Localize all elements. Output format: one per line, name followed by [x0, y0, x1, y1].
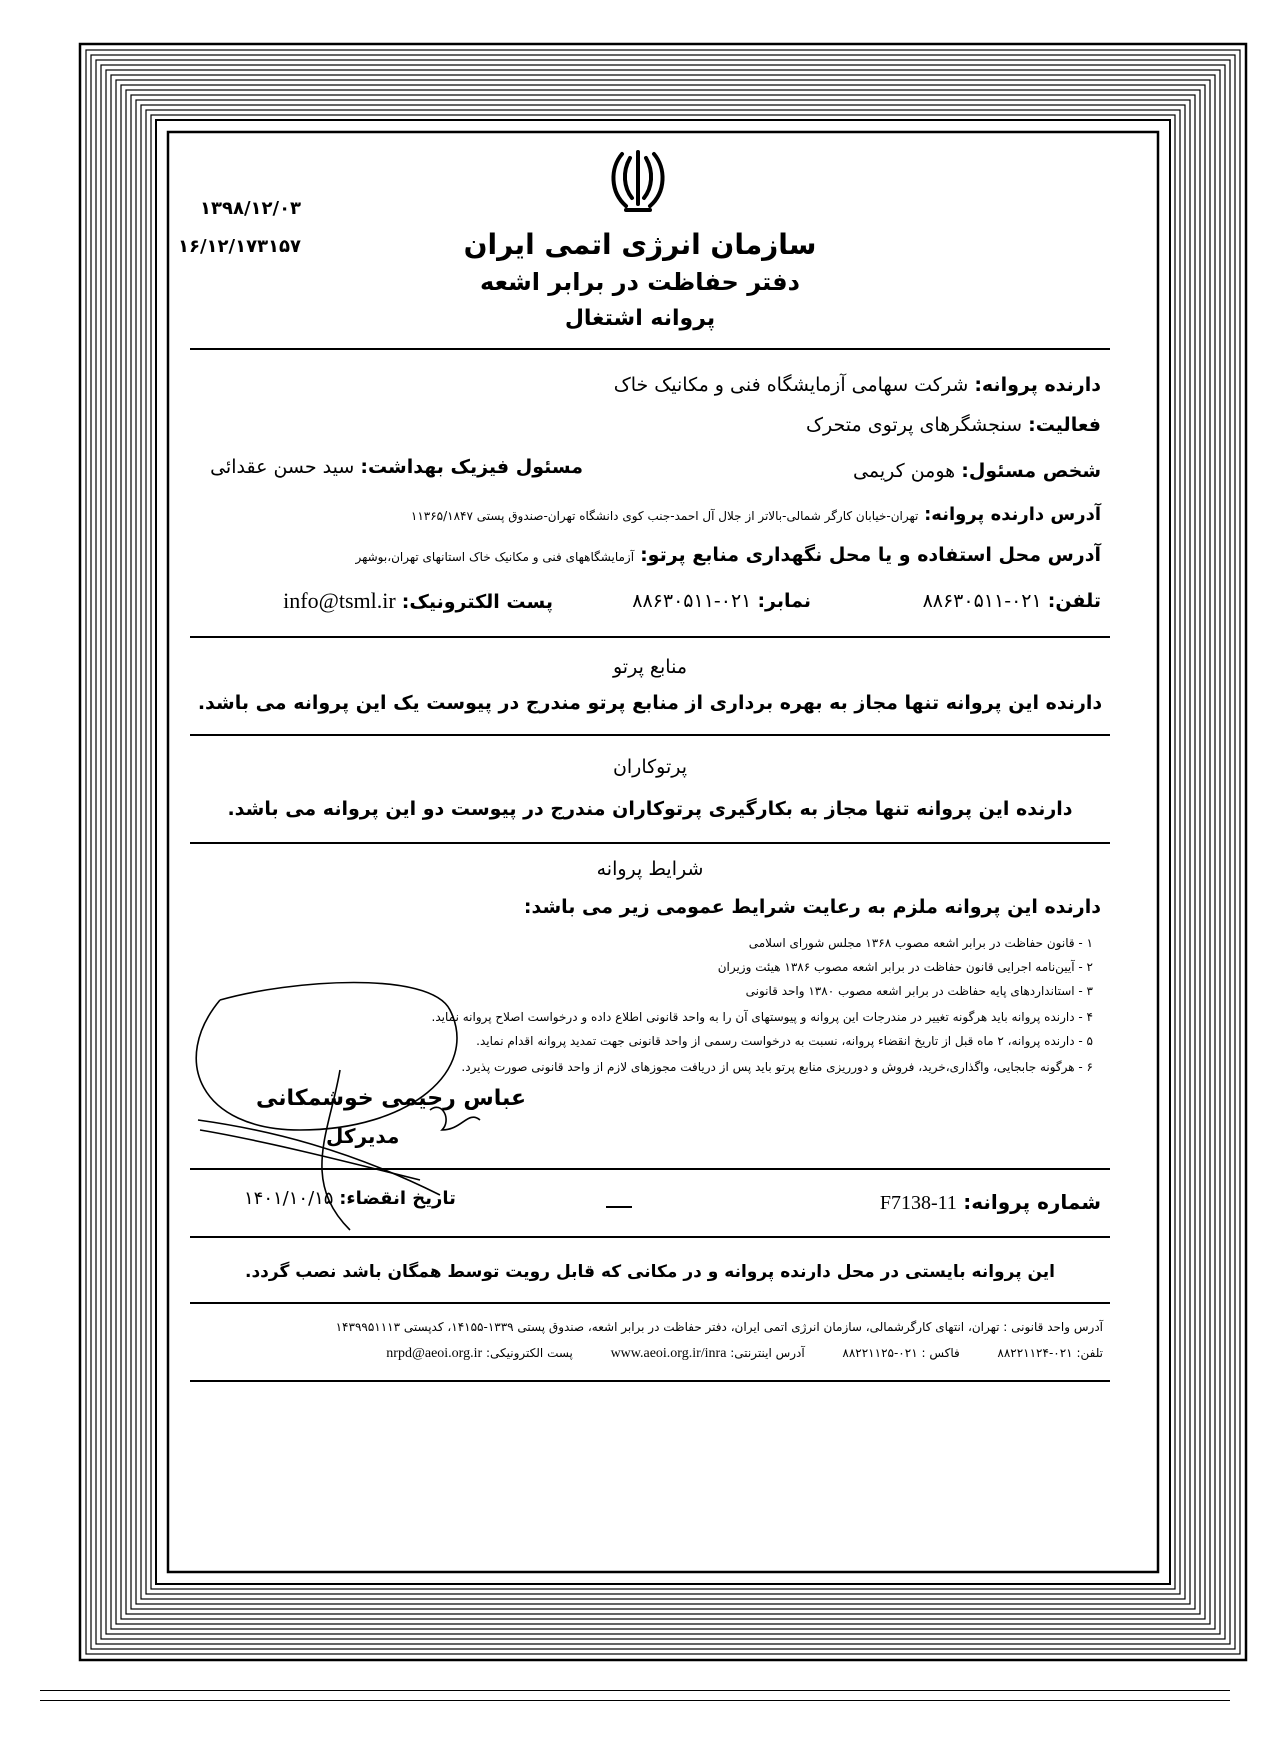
- dash-mark: [606, 1206, 632, 1208]
- footer-email: nrpd@aeoi.org.ir: [386, 1346, 483, 1361]
- display-notice: این پروانه بایستی در محل دارنده پروانه و در مکانی که قابل رویت توسط همگان باشد نصب گردد.: [244, 1262, 1056, 1282]
- physicist-label: مسئول فیزیک بهداشت:: [360, 456, 583, 478]
- activity-label: فعالیت:: [1028, 414, 1101, 436]
- fax-row: [632, 590, 811, 612]
- divider: [190, 1380, 1110, 1382]
- usage-address-label: آدرس محل استفاده و یا محل نگهداری منابع پرتو:: [640, 544, 1101, 566]
- condition-item: ۵ - دارنده پروانه، ۲ ماه قبل از تاریخ انقضاء پروانه، نسبت به درخواست رسمی از واحد قانونی جهت تمدید پروانه اقدام نماید.: [476, 1034, 1093, 1048]
- iran-emblem-icon: [608, 148, 668, 214]
- workers-text: دارنده این پروانه تنها مجاز به بکارگیری پرتوکاران مندرج در پیوست دو این پروانه می باشد.: [227, 798, 1073, 820]
- divider: [190, 1236, 1110, 1238]
- responsible-value: هومن کریمی: [853, 460, 956, 482]
- expiry-value: ۱۴۰۱/۱۰/۱۵: [244, 1188, 334, 1209]
- fax-value: ۰۲۱-۸۸۶۳۰۵۱۱: [632, 590, 752, 612]
- physicist-value: سید حسن عقدائی: [210, 456, 355, 478]
- holder-value: شرکت سهامی آزمایشگاه فنی و مکانیک خاک: [613, 374, 969, 396]
- condition-item: ۶ - هرگونه جابجایی، واگذاری،خرید، فروش و دورریزی منابع پرتو باید پس از دریافت مجوزهای لازم از واحد قانونی صورت پذیرد.: [461, 1060, 1093, 1074]
- license-number-label: شماره پروانه:: [963, 1190, 1101, 1214]
- holder-row: [614, 374, 1101, 396]
- email-label: پست الکترونیک:: [401, 591, 553, 613]
- footer-web: www.aeoi.org.ir/inra: [610, 1346, 727, 1361]
- scan-line: [40, 1700, 1230, 1701]
- email-row: [283, 588, 553, 614]
- divider: [190, 1302, 1110, 1304]
- condition-item: ۱ - قانون حفاظت در برابر اشعه مصوب ۱۳۶۸ مجلس شورای اسلامی: [748, 936, 1093, 950]
- scan-line: [40, 1690, 1230, 1691]
- holder-label: دارنده پروانه:: [974, 374, 1101, 396]
- phone-value: ۰۲۱-۸۸۶۳۰۵۱۱: [922, 590, 1042, 612]
- holder-address-value: تهران-خیابان کارگر شمالی-بالاتر از جلال آل احمد-جنب کوی دانشگاه تهران-صندوق پستی ۱۱۳۶۵/۱۸۴۷: [410, 509, 919, 523]
- divider: [190, 348, 1110, 350]
- activity-value: سنجشگرهای پرتوی متحرک: [806, 414, 1023, 436]
- responsible-label: شخص مسئول:: [961, 460, 1101, 482]
- condition-item: ۴ - دارنده پروانه باید هرگونه تغییر در مندرجات این پروانه و پیوستهای آن را به واحد قانونی اطلاع داده و درخواست اصلاح پروانه نماید.: [431, 1010, 1093, 1024]
- footer-web-label: آدرس اینترنتی:: [730, 1346, 805, 1360]
- reference-number: ۱۶/۱۲/۱۷۳۱۵۷: [178, 236, 302, 257]
- holder-address-row: [411, 504, 1101, 525]
- footer-contact-row: [386, 1346, 1103, 1362]
- holder-address-label: آدرس دارنده پروانه:: [924, 504, 1101, 525]
- sources-text: دارنده این پروانه تنها مجاز به بهره برداری از منابع پرتو مندرج در پیوست یک این پروانه می باشد.: [197, 692, 1103, 714]
- condition-item: ۲ - آیین‌نامه اجرایی قانون حفاظت در برابر اشعه مصوب ۱۳۸۶ هیئت وزیران: [717, 960, 1093, 974]
- workers-title: پرتوکاران: [612, 756, 688, 778]
- divider: [190, 842, 1110, 844]
- fax-label: نمابر:: [757, 590, 811, 612]
- expiry-row: [244, 1188, 456, 1209]
- usage-address-value: آزمایشگاههای فنی و مکانیک خاک استانهای تهران،بوشهر: [355, 550, 635, 564]
- email-value: info@tsml.ir: [283, 588, 396, 613]
- divider: [190, 1168, 1110, 1170]
- physicist-row: [210, 456, 583, 478]
- signatory-title: مدیرکل: [326, 1124, 400, 1148]
- issue-date: ۱۳۹۸/۱۲/۰۳: [200, 198, 302, 219]
- signatory-name: عباس رحیمی خوشمکانی: [256, 1086, 527, 1111]
- responsible-row: [853, 460, 1101, 482]
- divider: [190, 636, 1110, 638]
- footer-email-label: پست الکترونیکی:: [485, 1346, 573, 1360]
- condition-item: ۳ - استانداردهای پایه حفاظت در برابر اشعه مصوب ۱۳۸۰ واحد قانونی: [745, 984, 1093, 998]
- footer-phone: تلفن: ۰۲۱-۸۸۲۲۱۱۲۴: [997, 1346, 1103, 1360]
- phone-label: تلفن:: [1047, 590, 1101, 612]
- expiry-label: تاریخ انقضاء:: [339, 1188, 456, 1209]
- conditions-intro: دارنده این پروانه ملزم به رعایت شرایط عمومی زیر می باشد:: [523, 896, 1101, 918]
- license-number-value: F7138-11: [879, 1192, 957, 1214]
- sources-title: منابع پرتو: [612, 656, 687, 678]
- conditions-title: شرایط پروانه: [596, 858, 704, 880]
- office-title: دفتر حفاظت در برابر اشعه: [480, 268, 800, 296]
- activity-row: [806, 414, 1101, 436]
- license-number-row: [880, 1190, 1101, 1215]
- organization-title: سازمان انرژی اتمی ایران: [463, 228, 817, 261]
- footer-address: آدرس واحد قانونی : تهران، انتهای کارگرشمالی، سازمان انرژی اتمی ایران، دفتر حفاظت در برابر اشعه، صندوق پستی ۱۳۳۹-۱۴۱۵۵، کدپستی ۱۴۳۹۹۵۱۱۱۳: [335, 1320, 1103, 1334]
- document-type: پروانه اشتغال: [564, 306, 716, 331]
- divider: [190, 734, 1110, 736]
- phone-row: [923, 590, 1101, 612]
- footer-fax: فاکس : ۰۲۱-۸۸۲۲۱۱۲۵: [842, 1346, 960, 1360]
- usage-address-row: [355, 544, 1101, 566]
